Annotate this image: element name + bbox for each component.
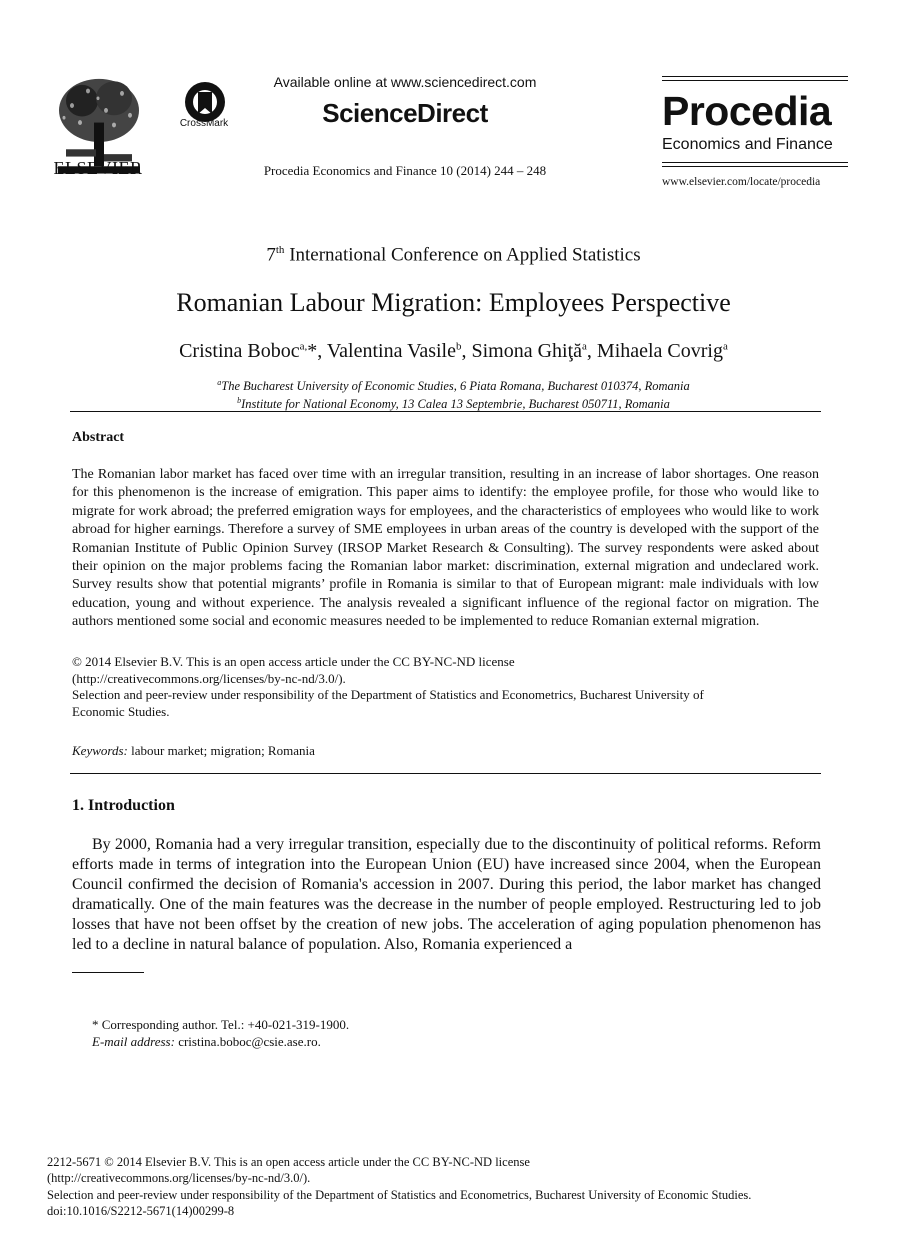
abstract-heading: Abstract bbox=[72, 430, 125, 445]
license-link[interactable]: (http://creativecommons.org/licenses/by-nc-nd/3.0/). bbox=[72, 670, 346, 686]
section-heading: 1. Introduction bbox=[72, 797, 175, 814]
corresponding-author-note: * Corresponding author. Tel.: +40-021-319-1900. bbox=[92, 1017, 350, 1032]
divider bbox=[70, 411, 821, 412]
procedia-title: Procedia bbox=[662, 88, 832, 134]
divider bbox=[70, 773, 821, 774]
affiliation: $^b$Institute for National Economy, 13 Calea 13 Septembrie, Bucharest 050711, Romania bbox=[237, 396, 670, 412]
keywords: Keywords: labour market; migration; Romania bbox=[72, 743, 315, 758]
author-list: Cristina Boboc$^{a,}$*, Valentina Vasile$^b$, Simona Ghiţă$^a$, Mihaela Covrig$^a$ bbox=[179, 340, 728, 362]
introduction-body: By 2000, Romania had a very irregular transition, especially due to the discontinuity of political reforms. Reform efforts made in terms of integration into the European Union (EU) have increased since 2004, when the European Council confirmed the decision of Romania's accession in 2007. During this period, the labor market has changed dramatically. One of the main features was the decrease in the number of people employed. Restructuring led to job losses that have not been offset by the creation of new jobs. The acceleration of aging population phenomenon has led to a decline in natural balance of population. Also, Romania experienced a bbox=[72, 836, 821, 954]
elsevier-wordmark: ELSEVIER bbox=[53, 158, 143, 178]
procedia-subtitle: Economics and Finance bbox=[662, 136, 833, 153]
procedia-url[interactable]: www.elsevier.com/locate/procedia bbox=[662, 176, 821, 188]
email-link[interactable]: cristina.boboc@csie.ase.ro. bbox=[174, 1034, 321, 1049]
sciencedirect-logo[interactable]: ScienceDirect bbox=[322, 98, 488, 128]
author-name[interactable]: Cristina Boboc bbox=[179, 340, 300, 362]
paper-title: Romanian Labour Migration: Employees Perspective bbox=[176, 288, 731, 317]
author-name[interactable]: Valentina Vasile bbox=[326, 340, 456, 362]
peer-review-note: Selection and peer-review under responsibility of the Department of Statistics and Econometrics, Bucharest University of Economic Studies. bbox=[47, 1188, 752, 1202]
abstract-body: The Romanian labor market has faced over time with an irregular transition, resulting in an increase of labor shortages. One reason for this phenomenon is the increase of emigration. This paper aims to identify: the employee profile, for those who would like to migrate for work abroad; the preferred emigration ways for employees, and the characteristics of employees who would like to work abroad for higher earnings. Therefore a survey of SME employees in urban areas of the country is developed with the support of the Romanian Institute of Public Opinion Survey (IRSOP Market Research & Consulting). The survey respondents were asked about their opinion on the major problems facing the Romanian labor market: discrimination, external migration and undeclared work. Survey results show that potential migrants’ profile in Romania is similar to that of European migrant: male individuals with low education, young and without experience. The analysis revealed a significant influence of the regional factor on migration. The authors mentioned some social and economic measures needed to be implemented to reduce Romanian external migration. bbox=[72, 467, 819, 630]
email-note: E-mail address: cristina.boboc@csie.ase.ro. bbox=[92, 1034, 321, 1049]
affiliation: $^a$The Bucharest University of Economic Studies, 6 Piata Romana, Bucharest 010374, Romania bbox=[217, 378, 690, 394]
doi[interactable]: doi:10.1016/S2212-5671(14)00299-8 bbox=[47, 1204, 235, 1218]
author-name[interactable]: Simona Ghiţă bbox=[471, 340, 583, 362]
license-notice: © 2014 Elsevier B.V. This is an open access article under the CC BY-NC-ND license (http://creativecommons.org/licenses/by-nc-nd/3.0/). Selection and peer-review under responsibility of the Department of Statistics and Econometrics, Bucharest University of Economic Studies. bbox=[72, 654, 704, 719]
crossmark-label: CrossMark bbox=[179, 118, 229, 129]
conference-name: 7th International Conference on Applied Statistics bbox=[266, 244, 641, 266]
issn-license: 2212-5671 © 2014 Elsevier B.V. This is an open access article under the CC BY-NC-ND license bbox=[47, 1155, 530, 1169]
procedia-logo-block bbox=[662, 76, 848, 188]
footnote-divider bbox=[72, 972, 144, 973]
available-online-text: Available online at www.sciencedirect.com bbox=[273, 74, 537, 90]
license-link-bottom[interactable]: (http://creativecommons.org/licenses/by-nc-nd/3.0/). bbox=[47, 1171, 311, 1185]
journal-citation: Procedia Economics and Finance 10 (2014) 244 – 248 bbox=[263, 163, 547, 178]
author-name[interactable]: Mihaela Covrig bbox=[596, 340, 723, 362]
